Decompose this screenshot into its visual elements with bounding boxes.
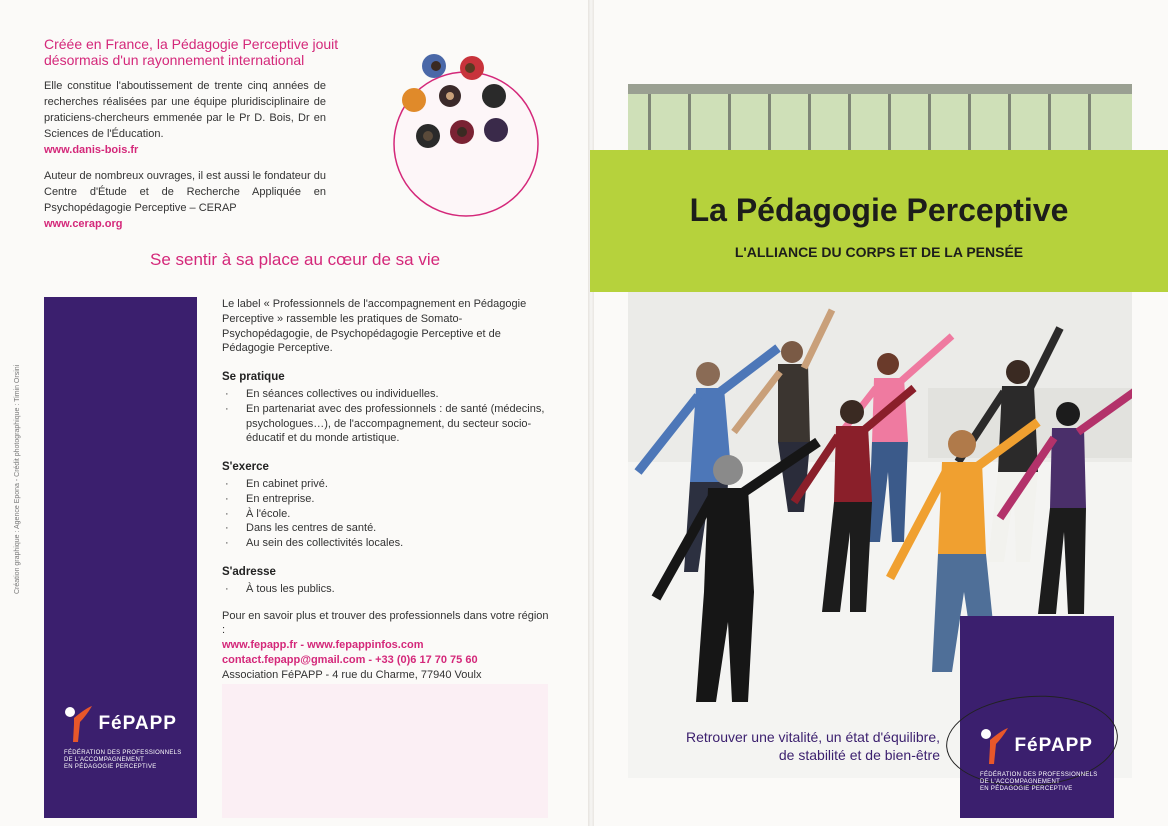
list-item: · Dans les centres de santé. <box>222 521 550 536</box>
pink-box <box>222 684 548 818</box>
list-item: · En partenariat avec des professionnels : de santé (médecins, psychologues…), de l'accompagnement, du secteur socio-éducatif et du monde artistique. <box>222 402 550 446</box>
founder-paragraph <box>44 168 326 232</box>
section-list <box>222 582 550 597</box>
logo-subtitle <box>64 750 182 771</box>
fepapp-figure-icon <box>980 726 1010 766</box>
list-item: · À l'école. <box>222 507 550 522</box>
logo-sub-line: FÉDÉRATION DES PROFESSIONNELS <box>64 750 182 756</box>
section-list <box>222 477 550 551</box>
people-overhead <box>402 54 508 148</box>
main-title: La Pédagogie Perceptive <box>689 192 1069 228</box>
label-paragraph: Le label « Professionnels de l'accompagnement en Pédagogie Perceptive » rassemble les pratiques de Somato-Psychopédagogie, de Psychopédagogie Perceptive et de Pédagogie Perceptive. <box>222 298 527 355</box>
list-item: · En entreprise. <box>222 492 550 507</box>
photo-credits <box>14 334 32 594</box>
list-item: · En cabinet privé. <box>222 477 550 492</box>
tagline: Se sentir à sa place au cœur de sa vie <box>150 250 441 269</box>
logo-wordmark: FéPAPP <box>98 713 177 734</box>
list-item: · En séances collectives ou individuelles. <box>222 387 550 402</box>
contact-sites-link[interactable]: www.fepapp.fr - www.fepappinfos.com <box>222 639 424 652</box>
logo-sub-line: DE L'ACCOMPAGNEMENT <box>64 757 145 763</box>
fepapp-figure-icon <box>64 704 94 744</box>
window-photo-strip <box>628 84 1132 154</box>
list-item: · À tous les publics. <box>222 582 550 597</box>
intro-text: Elle constitue l'aboutissement de trente cinq années de recherches réalisées par une équipe pluridisciplinaire de praticiens-chercheurs emmenée par le Pr D. Bois, Dr en Sciences de l'Éducation. <box>44 80 326 140</box>
slogan-line: de stabilité et de bien-être <box>778 747 940 763</box>
title-band <box>590 150 1168 292</box>
section-heading: S'adresse <box>222 565 276 578</box>
sub-title: L'ALLIANCE DU CORPS ET DE LA PENSÉE <box>734 244 1024 260</box>
section-heading: S'exerce <box>222 461 269 474</box>
contact-intro: Pour en savoir plus et trouver des professionnels dans votre région : <box>222 609 549 637</box>
founder-text: Auteur de nombreux ouvrages, il est aussi le fondateur du Centre d'Étude et de Recherche Appliquée en Psychopédagogie Perceptive – CERAP <box>44 170 326 214</box>
logo-sub-line: EN PÉDAGOGIE PERCEPTIVE <box>64 764 157 770</box>
contact-email-phone[interactable]: contact.fepapp@gmail.com - +33 (0)6 17 70 75 60 <box>222 653 478 666</box>
intro-title: Créée en France, la Pédagogie Perceptive jouit désormais d'un rayonnement international <box>44 36 339 68</box>
credits-text: Création graphique : Agence Epona - Crédit photographique : Timin Orsini <box>14 364 21 594</box>
logo-panel <box>960 616 1114 818</box>
logo-sub-line: EN PÉDAGOGIE PERCEPTIVE <box>980 786 1073 792</box>
danis-bois-link[interactable]: www.danis-bois.fr <box>44 144 139 156</box>
right-page <box>594 0 1168 826</box>
cerap-link[interactable]: www.cerap.org <box>44 218 123 230</box>
logo-sub-line: DE L'ACCOMPAGNEMENT <box>980 779 1061 785</box>
slogan-line: Retrouver une vitalité, un état d'équilibre, <box>685 729 940 745</box>
fepapp-logo-right <box>980 726 1098 793</box>
list-item: · Au sein des collectivités locales. <box>222 536 550 551</box>
logo-wordmark: FéPAPP <box>1014 735 1093 756</box>
purple-band <box>44 297 197 818</box>
section-list <box>222 387 550 446</box>
logo-sub-line: FÉDÉRATION DES PROFESSIONNELS <box>980 772 1098 778</box>
contact-address: Association FéPAPP - 4 rue du Charme, 77940 Voulx <box>222 668 482 681</box>
group-circle-photo <box>384 44 540 220</box>
contact-block <box>222 609 550 683</box>
intro-paragraph <box>44 78 326 158</box>
main-body <box>222 297 550 683</box>
section-heading: Se pratique <box>222 371 285 384</box>
fepapp-logo-left <box>64 704 182 771</box>
logo-subtitle <box>980 772 1098 793</box>
slogan <box>640 728 940 764</box>
